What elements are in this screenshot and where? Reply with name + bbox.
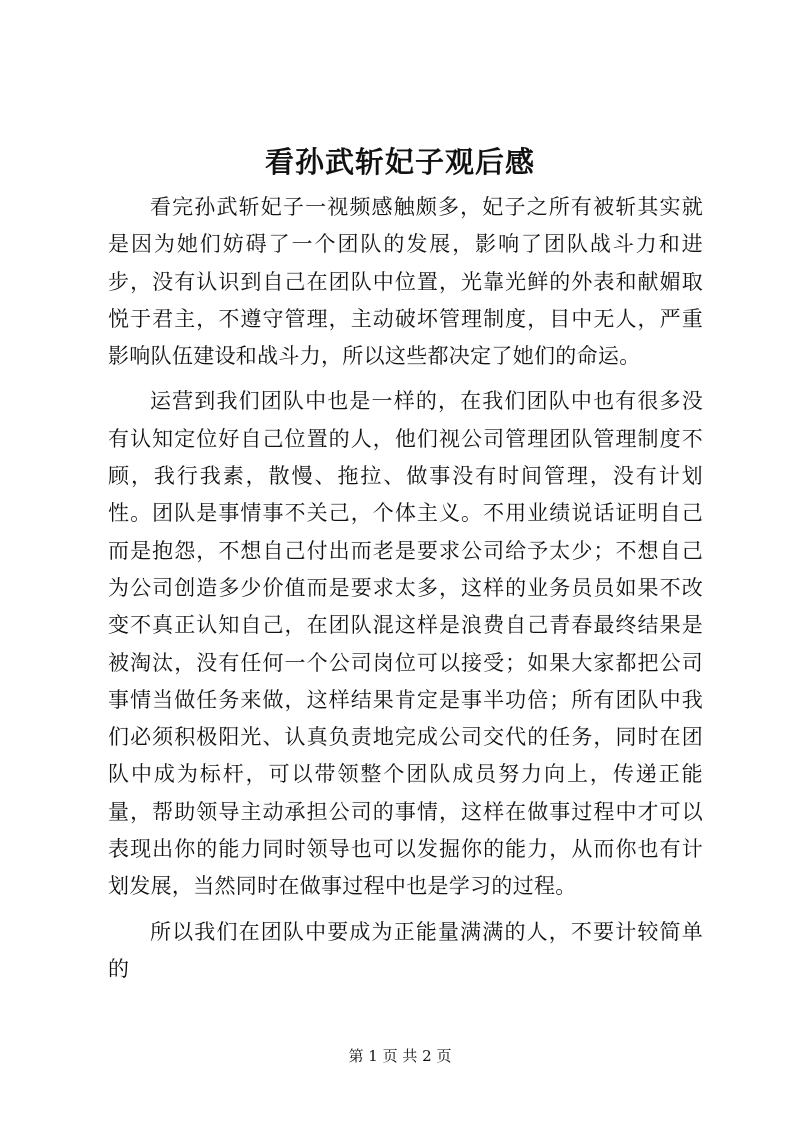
document-body [108, 189, 703, 988]
paragraph-2: 运营到我们团队中也是一样的，在我们团队中也有很多没有认知定位好自己位置的人，他们视公司管理团队管理制度不顾，我行我素，散慢、拖拉、做事没有时间管理，没有计划性。团队是事情事不关己，个体主义。不用业绩说话证明自己而是抱怨，不想自己付出而老是要求公司给予太少；不想自己为公司创造多少价值而是要求太多，这样的业务员员如果不改变不真正认知自己，在团队混这样是浪费自己青春最终结果是被淘汰，没有任何一个公司岗位可以接受；如果大家都把公司事情当做任务来做，这样结果肯定是事半功倍；所有团队中我们必须积极阳光、认真负责地完成公司交代的任务，同时在团队中成为标杆，可以带领整个团队成员努力向上，传递正能量，帮助领导主动承担公司的事情，这样在做事过程中才可以表现出你的能力同时领导也可以发掘你的能力，从而你也有计划发展，当然同时在做事过程中也是学习的过程。 [108, 389, 703, 899]
document-title: 看孙武斩妃子观后感 [264, 145, 535, 179]
paragraph-3: 所以我们在团队中要成为正能量满满的人，不要计较简单的 [108, 919, 703, 981]
paragraph-1: 看完孙武斩妃子一视频感触颇多，妃子之所有被斩其实就是因为她们妨碍了一个团队的发展，影响了团队战斗力和进步，没有认识到自己在团队中位置，光靠光鲜的外表和献媚取悦于君主，不遵守管理，主动破坏管理制度，目中无人，严重影响队伍建设和战斗力，所以这些都决定了她们的命运。 [108, 195, 703, 369]
page-footer: 第 1 页 共 2 页 [348, 1047, 452, 1065]
